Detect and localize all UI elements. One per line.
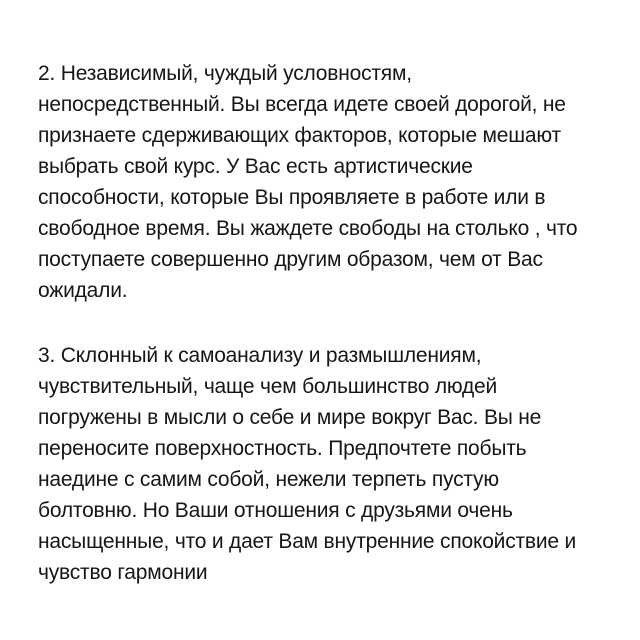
text-line: чувствительный, чаще чем большинство людей [38, 375, 498, 398]
text-line: переносите поверхностность. Предпочтете побыть [38, 437, 527, 460]
document-body [38, 58, 614, 588]
text-line: признаете сдерживающих факторов, которые мешают [38, 124, 561, 147]
text-line: наедине с самим собой, нежели терпеть пустую [38, 468, 499, 491]
text-line: погружены в мысли о себе и мире вокруг Вас. Вы не [38, 406, 542, 429]
text-line: 2. Независимый, чуждый условностям, [38, 62, 412, 85]
text-line: свободное время. Вы жаждете свободы на столько , что [38, 217, 578, 240]
text-line: насыщенные, что и дает Вам внутренние спокойствие и [38, 530, 577, 553]
text-line: чувство гармонии [38, 561, 208, 584]
paragraph-trait-3 [38, 340, 614, 588]
text-line: 3. Склонный к самоанализу и размышлениям, [38, 344, 482, 367]
text-line: поступаете совершенно другим образом, чем от Вас [38, 248, 543, 271]
paragraph-trait-2 [38, 58, 614, 306]
text-line: болтовню. Но Ваши отношения с друзьями очень [38, 499, 513, 522]
text-line: способности, которые Вы проявляете в работе или в [38, 186, 546, 209]
text-line: выбрать свой курс. У Вас есть артистические [38, 155, 473, 178]
text-line: ожидали. [38, 279, 128, 302]
text-line: непосредственный. Вы всегда идете своей дорогой, не [38, 93, 566, 116]
